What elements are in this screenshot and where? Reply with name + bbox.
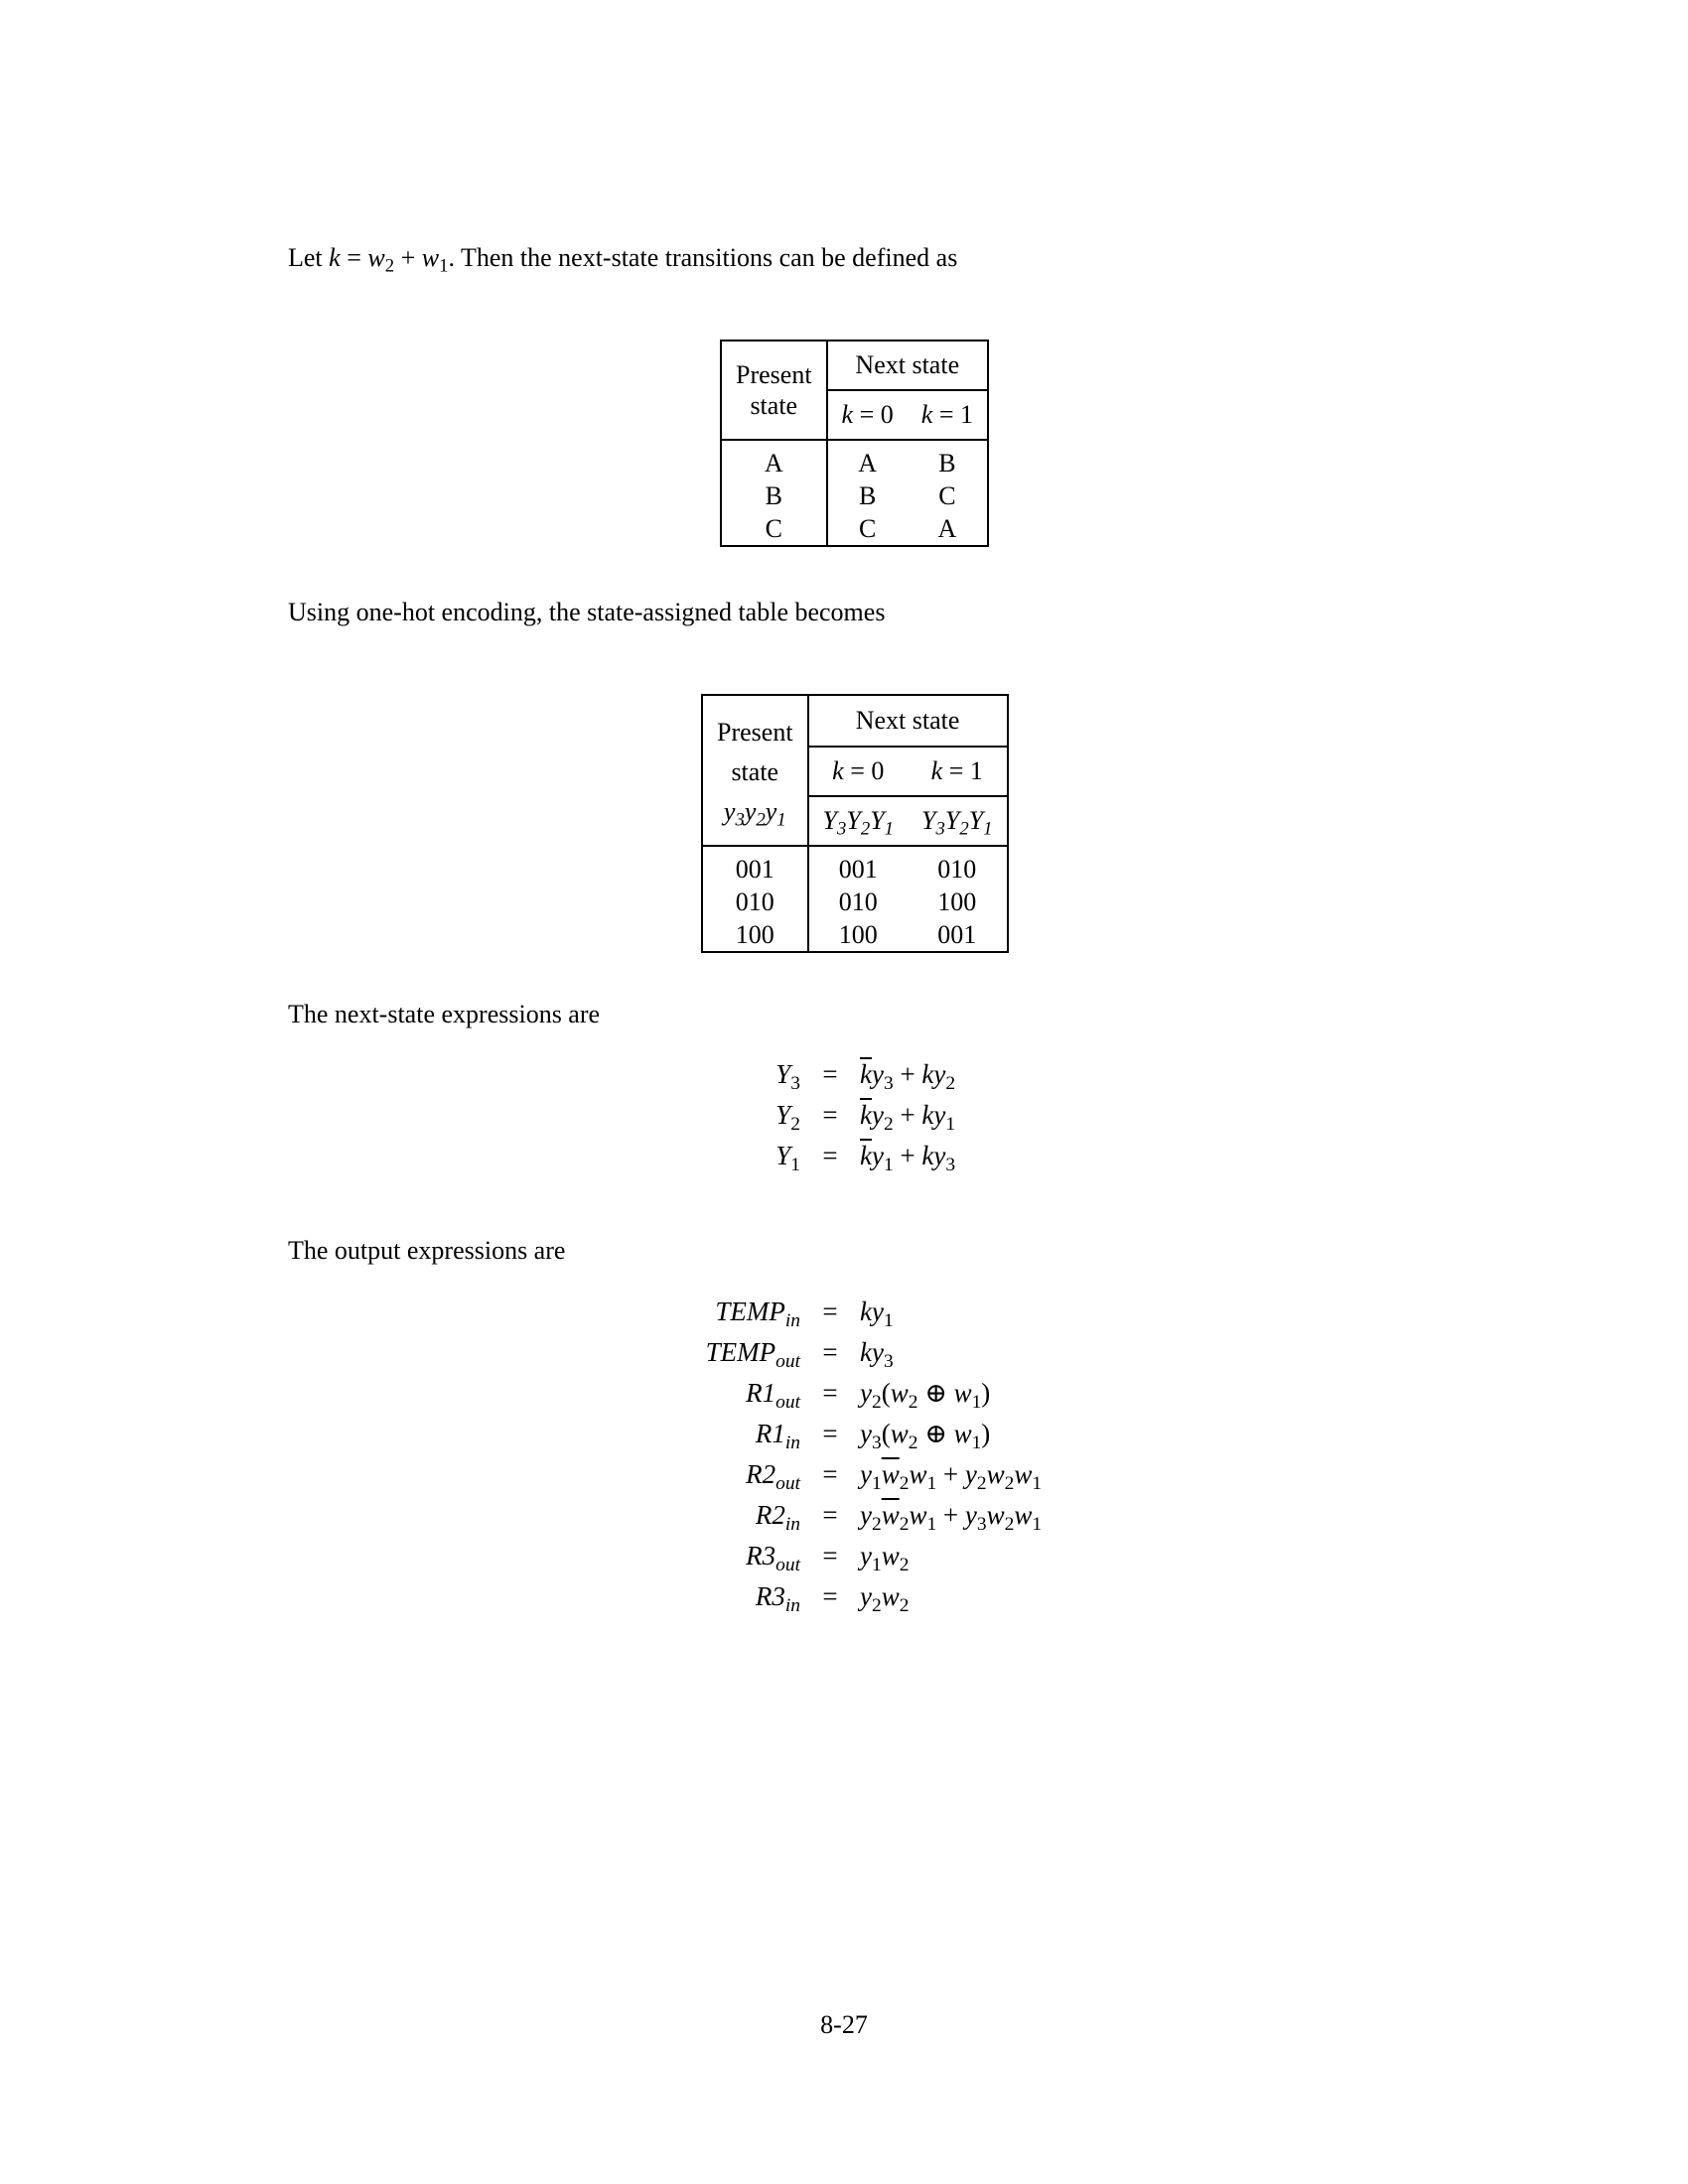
equation-lhs: $Y_2$ xyxy=(775,1100,800,1135)
present-state-header: Present state $y_3y_2y_1$ xyxy=(702,695,808,846)
equals-sign: = xyxy=(822,1500,838,1530)
state-table xyxy=(720,340,989,547)
equation-rhs: $ky_3$ xyxy=(860,1337,894,1372)
equation-rhs: $y_2\overline{w}_2w_1 + y_3w_2w_1$ xyxy=(860,1500,1043,1535)
present-state-col xyxy=(702,846,808,952)
table-cell: 100 xyxy=(937,887,977,916)
present-state-col xyxy=(721,440,827,546)
equals-sign: = xyxy=(822,1541,838,1570)
next-vars-k0-header: $Y_3Y_2Y_1$ xyxy=(808,796,908,846)
paragraph-output-expr: The output expressions are xyxy=(288,1236,566,1265)
equation-rhs: $\overline{k}y_3 + ky_2$ xyxy=(860,1059,956,1094)
table-cell: 001 xyxy=(838,855,878,884)
present-state-header: Present state xyxy=(721,341,827,440)
equals-sign: = xyxy=(822,1141,838,1170)
next-k1-col xyxy=(908,846,1007,952)
equation-rhs: $\overline{k}y_2 + ky_1$ xyxy=(860,1100,956,1135)
equals-sign: = xyxy=(822,1337,838,1367)
equation-lhs: $R3_{in}$ xyxy=(755,1581,800,1616)
intro-prefix: Let xyxy=(288,243,323,272)
table-cell: B xyxy=(938,449,956,478)
table-cell: C xyxy=(858,514,877,543)
paragraph-next-state-expr: The next-state expressions are xyxy=(288,1000,601,1028)
paragraph-one-hot: Using one-hot encoding, the state-assigned table becomes xyxy=(288,598,886,626)
next-k1-col xyxy=(908,440,988,546)
next-state-header: Next state xyxy=(808,695,1008,747)
table-cell: A xyxy=(937,514,957,543)
table-cell: 010 xyxy=(735,887,774,916)
equals-sign: = xyxy=(822,1297,838,1326)
equation-rhs: $y_2w_2$ xyxy=(860,1581,910,1616)
table-cell: B xyxy=(765,481,782,510)
table-cell: C xyxy=(938,481,956,510)
equation-rhs: $y_1w_2$ xyxy=(860,1541,910,1575)
intro-paragraph xyxy=(288,243,958,277)
equation-rhs: $ky_1$ xyxy=(860,1297,894,1331)
equation-rhs: $y_2(w_2$ ⊕ $w_1$) xyxy=(860,1378,991,1413)
present-vars-header: $y_3y_2y_1$ xyxy=(723,797,786,831)
col-k0-header: k = 0 xyxy=(808,747,908,796)
equation-lhs: $R3_{out}$ xyxy=(746,1541,800,1575)
equals-sign: = xyxy=(822,1581,838,1611)
equation-lhs: $Y_3$ xyxy=(775,1059,800,1094)
table-cell: 001 xyxy=(937,920,977,949)
equals-sign: = xyxy=(822,1419,838,1448)
next-k0-col xyxy=(827,440,908,546)
equation-lhs: $Y_1$ xyxy=(775,1141,800,1175)
equation-lhs: $TEMP_{out}$ xyxy=(705,1337,800,1372)
equals-sign: = xyxy=(822,1059,838,1089)
table-cell: 100 xyxy=(735,920,774,949)
intro-formula: $k = w_2 + w_1$ xyxy=(329,243,449,277)
equals-sign: = xyxy=(822,1378,838,1408)
next-k0-col xyxy=(808,846,908,952)
equals-sign: = xyxy=(822,1459,838,1489)
table-cell: A xyxy=(764,449,783,478)
col-k0-header: k = 0 xyxy=(827,390,908,440)
equation-lhs: $R1_{out}$ xyxy=(746,1378,800,1413)
equation-rhs: $\overline{k}y_1 + ky_3$ xyxy=(860,1141,956,1175)
equation-lhs: $R2_{in}$ xyxy=(755,1500,800,1535)
table-cell: C xyxy=(765,514,782,543)
page-number: 8-27 xyxy=(820,2010,868,2039)
table-cell: 010 xyxy=(838,887,878,916)
table-cell: B xyxy=(858,481,877,510)
equals-sign: = xyxy=(822,1100,838,1130)
col-k1-header: k = 1 xyxy=(908,390,988,440)
equation-lhs: $R1_{in}$ xyxy=(755,1419,800,1453)
intro-suffix: . Then the next-state transitions can be defined as xyxy=(448,243,958,272)
state-assigned-table xyxy=(701,694,1009,953)
equation-rhs: $y_1\overline{w}_2w_1 + y_2w_2w_1$ xyxy=(860,1459,1043,1494)
equation-lhs: $TEMP_{in}$ xyxy=(715,1297,800,1331)
equation-lhs: $R2_{out}$ xyxy=(746,1459,800,1494)
table-cell: 100 xyxy=(838,920,878,949)
table-cell: 010 xyxy=(937,855,977,884)
next-state-header: Next state xyxy=(827,341,988,390)
next-vars-k1-header: $Y_3Y_2Y_1$ xyxy=(908,796,1007,846)
col-k1-header: k = 1 xyxy=(908,747,1007,796)
table-cell: A xyxy=(858,449,878,478)
equation-rhs: $y_3(w_2$ ⊕ $w_1$) xyxy=(860,1419,991,1453)
table-cell: 001 xyxy=(735,855,774,884)
